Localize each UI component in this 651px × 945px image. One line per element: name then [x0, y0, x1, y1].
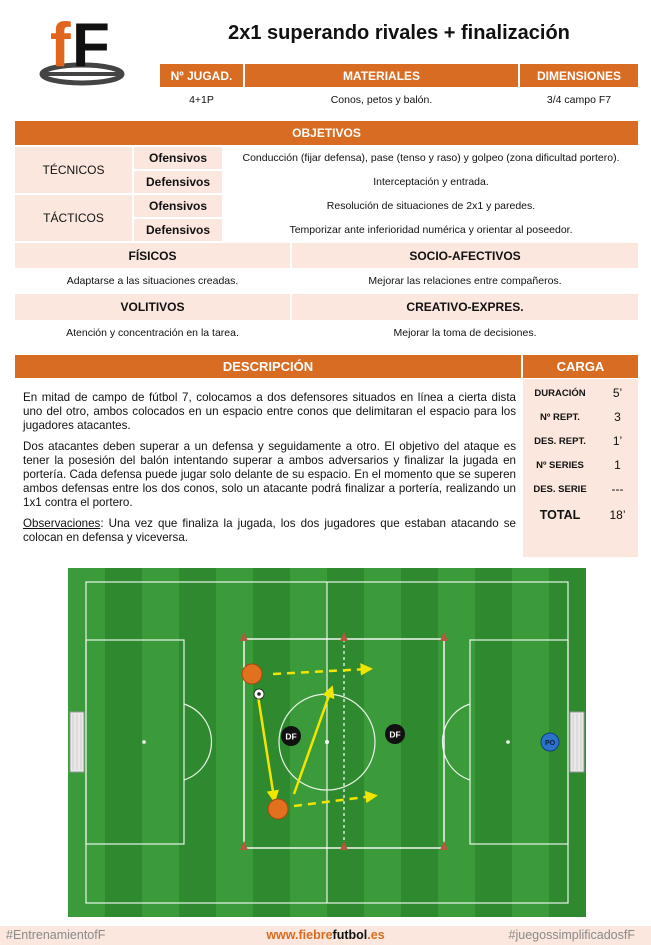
carga-value: --- [611, 482, 624, 496]
observaciones-text: : Una vez que finaliza la jugada, los dos jugadores que estaban atacando se colocan en defensa y viceversa. [23, 517, 516, 544]
dimensions-header: DIMENSIONES [520, 64, 638, 87]
socio-label: SOCIO-AFECTIVOS [292, 243, 638, 268]
fisicos-label: FÍSICOS [15, 243, 290, 268]
tecnicos-label: TÉCNICOS [15, 147, 132, 193]
tec-defensivos-text: Interceptación y entrada. [373, 176, 489, 188]
attacker [268, 799, 288, 819]
grass-stripe [142, 568, 179, 917]
svg-text:F: F [72, 11, 110, 80]
tac-defensivos-label: Defensivos [134, 219, 222, 241]
descripcion-p1: En mitad de campo de fútbol 7, colocamos a dos defensores situados en línea a cierta dista uno del otro, ambos colocados en un espacio entre conos que delimitaran el espacio para los jugadores atacantes. [23, 391, 516, 432]
players-value: 4+1P [189, 94, 214, 106]
materials-value: Conos, petos y balón. [330, 94, 433, 106]
carga-value: 5’ [612, 386, 623, 400]
players-header: Nº JUGAD. [160, 64, 243, 87]
socio-text: Mejorar las relaciones entre compañeros. [368, 275, 562, 287]
carga-row [523, 429, 638, 453]
footer-url-b: futbol [332, 928, 368, 942]
footer-url-c: .es [367, 928, 385, 942]
observaciones-label: Observaciones [23, 517, 101, 530]
carga-total-label: TOTAL [539, 508, 581, 522]
carga-header: CARGA [523, 355, 638, 378]
tec-defensivos-label: Defensivos [134, 171, 222, 193]
carga-total-value: 18’ [609, 508, 626, 522]
goalkeeper [541, 733, 559, 751]
logo [22, 8, 140, 88]
descripcion-p2: Dos atacantes deben superar a un defensa y seguidamente a otro. El objetivo del ataque es tener la posesión del balón intentando superar a ambos adversarios y finalizar la jugada en portería. Cada defensa puede jugar solo delante de su espacio. En el momento que se superen ambos defensas entre los dos conos, solo un atacante podrá finalizar a portería, realizando un 1x1 contra el portero. [23, 440, 516, 509]
carga-label: DES. REPT. [534, 435, 586, 447]
creativo-text: Mejorar la toma de decisiones. [393, 327, 537, 339]
carga-label: Nº REPT. [540, 411, 580, 423]
creativo-label: CREATIVO-EXPRES. [292, 294, 638, 320]
field-diagram [68, 568, 586, 917]
grass-stripe [216, 568, 253, 917]
descripcion-body [23, 391, 516, 552]
carga-label: DES. SERIE [533, 483, 587, 495]
carga-row [523, 405, 638, 429]
fisicos-text: Adaptarse a las situaciones creadas. [66, 275, 239, 287]
ball [254, 689, 264, 699]
carga-value: 1’ [612, 434, 623, 448]
observaciones [23, 517, 516, 545]
svg-text:DF: DF [285, 731, 297, 742]
objetivos-header: OBJETIVOS [15, 121, 638, 145]
page-title: 2x1 superando rivales + finalización [228, 22, 570, 44]
footer-hashtag-right: #juegossimplificadosfF [508, 928, 635, 942]
svg-text:DF: DF [389, 729, 401, 740]
carga-total-row [523, 503, 638, 527]
carga-row [523, 453, 638, 477]
defender [281, 726, 301, 746]
defender [385, 724, 405, 744]
materials-header: MATERIALES [245, 64, 518, 87]
attacker [242, 664, 262, 684]
tac-ofensivos-text: Resolución de situaciones de 2x1 y paredes. [326, 200, 536, 212]
carga-row [523, 477, 638, 501]
carga-label: DURACIÓN [534, 387, 586, 399]
carga-value: 3 [614, 410, 621, 424]
carga-panel [523, 379, 638, 557]
carga-row [523, 381, 638, 405]
volitivos-text: Atención y concentración en la tarea. [66, 327, 239, 339]
footer-url-a: www.fiebre [266, 928, 333, 942]
tacticos-label: TÁCTICOS [15, 195, 132, 241]
svg-text:PO: PO [544, 740, 556, 747]
carga-value: 1 [614, 458, 621, 472]
tac-ofensivos-label: Ofensivos [134, 195, 222, 217]
volitivos-label: VOLITIVOS [15, 294, 290, 320]
descripcion-header: DESCRIPCIÓN [15, 355, 521, 378]
tec-ofensivos-label: Ofensivos [134, 147, 222, 169]
svg-text:f: f [50, 11, 71, 80]
carga-label: Nº SERIES [536, 459, 584, 471]
tac-defensivos-text: Temporizar ante inferioridad numérica y orientar al poseedor. [289, 224, 573, 236]
footer-hashtag-left: #EntrenamientofF [6, 928, 106, 942]
dimensions-value: 3/4 campo F7 [546, 94, 612, 106]
tec-ofensivos-text: Conducción (fijar defensa), pase (tenso y raso) y golpeo (zona dificultad portero). [242, 152, 620, 164]
